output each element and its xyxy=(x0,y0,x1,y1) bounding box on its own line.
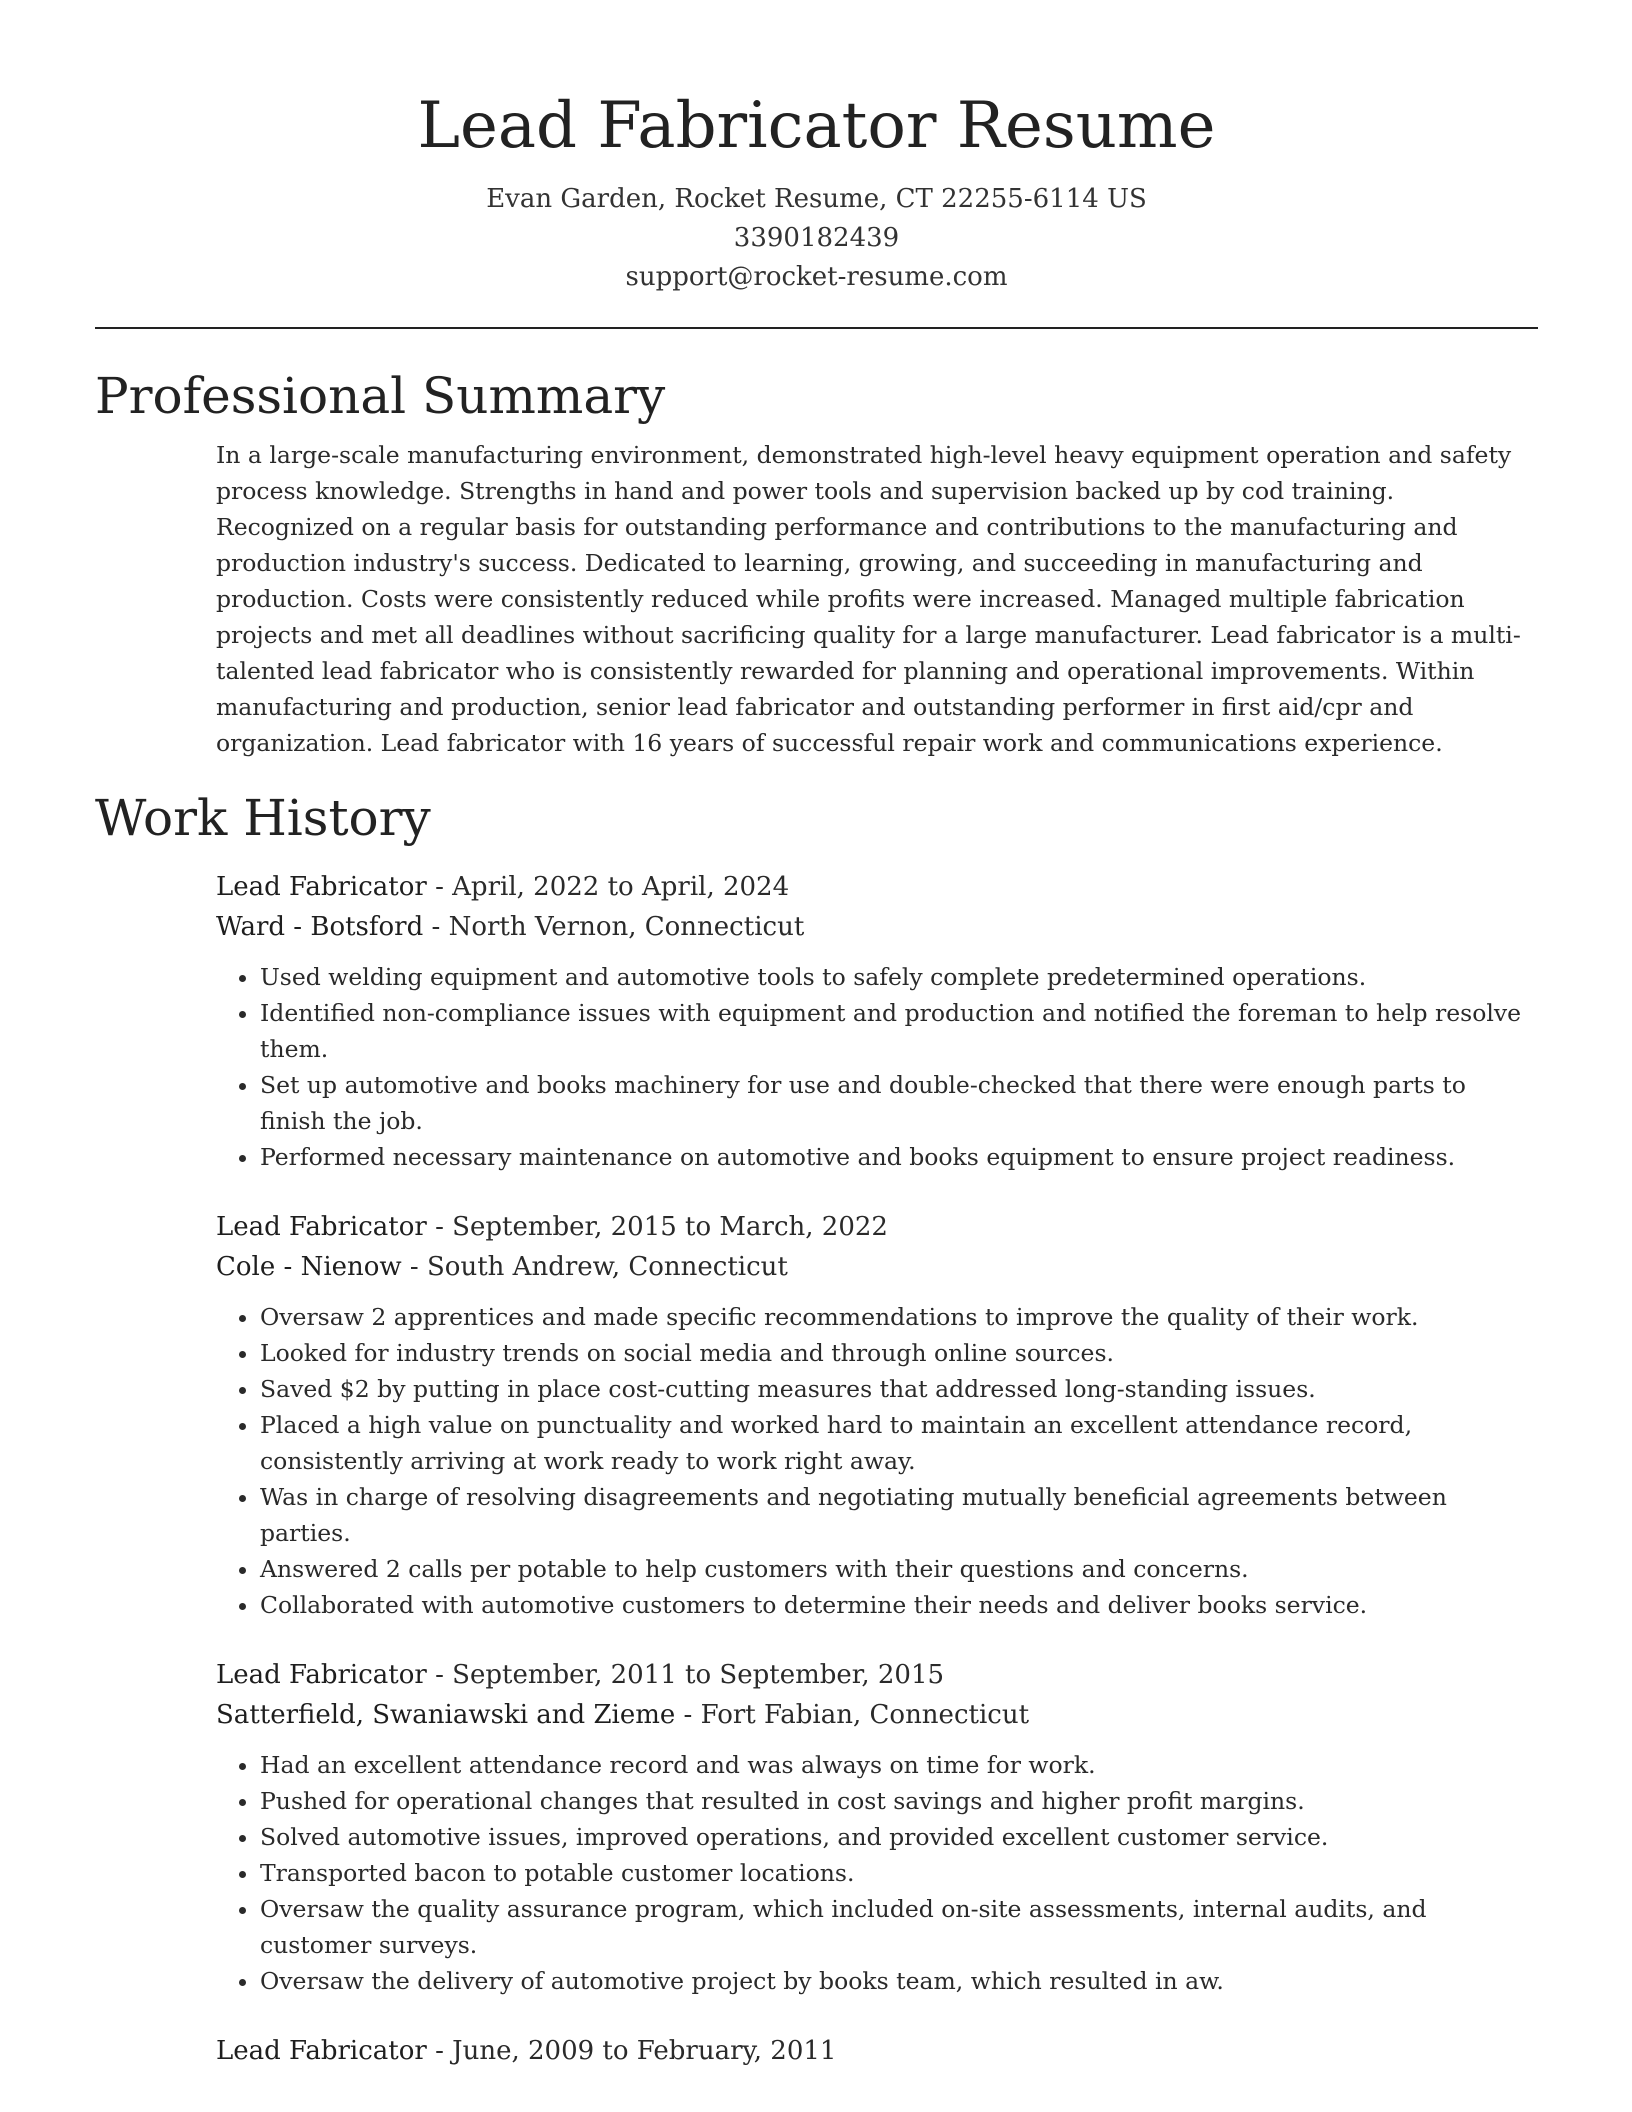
job-bullets xyxy=(216,959,1538,1175)
job-title: Lead Fabricator xyxy=(216,1660,427,1690)
resume-header xyxy=(95,0,1538,297)
contact-block xyxy=(95,180,1538,297)
job-location: Fort Fabian, Connecticut xyxy=(700,1700,1030,1730)
job-location: South Andrew, Connecticut xyxy=(427,1252,788,1282)
job-bullet: • Oversaw 2 apprentices and made specific recommendations to improve the quality of their work. xyxy=(260,1299,1538,1335)
job-dates: April, 2022 to April, 2024 xyxy=(452,872,790,902)
job-bullet: • Had an excellent attendance record and was always on time for work. xyxy=(260,1747,1538,1783)
job-bullet: • Oversaw the delivery of automotive project by books team, which resulted in aw. xyxy=(260,1963,1538,1999)
job-bullet: • Used welding equipment and automotive tools to safely complete predetermined operations. xyxy=(260,959,1538,995)
job-bullet: • Oversaw the quality assurance program, which included on-site assessments, internal audits, and customer surveys. xyxy=(260,1891,1538,1963)
summary-text: In a large-scale manufacturing environment, demonstrated high-level heavy equipment operation and safety process knowledge. Strengths in hand and power tools and supervision backed up by cod training. Recognized on a regular basis for outstanding performance and contributions to the manufacturing and production industry's success. Dedicated to learning, growing, and succeeding in manufacturing and production. Costs were consistently reduced while profits were increased. Managed multiple fabrication projects and met all deadlines without sacrificing quality for a large manufacturer. Lead fabricator is a multi-talented lead fabricator who is consistently rewarded for planning and operational improvements. Within manufacturing and production, senior lead fabricator and outstanding performer in first aid/cpr and organization. Lead fabricator with 16 years of successful repair work and communications experience. xyxy=(216,441,1521,757)
job-bullet: • Collaborated with automotive customers to determine their needs and deliver books service. xyxy=(260,1587,1538,1623)
job-location: North Vernon, Connecticut xyxy=(448,912,805,942)
job-bullet: • Saved $2 by putting in place cost-cutting measures that addressed long-standing issues. xyxy=(260,1371,1538,1407)
contact-phone: 3390182439 xyxy=(733,223,900,253)
resume-page xyxy=(95,0,1538,2071)
job-dates: September, 2011 to September, 2015 xyxy=(452,1660,945,1690)
job-company-line: Satterfield, Swaniawski and Zieme - Fort Fabian, Connecticut xyxy=(216,1700,1030,1730)
job-entry xyxy=(216,1655,1538,1999)
job-company: Ward - Botsford xyxy=(216,912,424,942)
work-history-heading: Work History xyxy=(95,789,431,847)
job-title-line: Lead Fabricator - September, 2015 to March, 2022 xyxy=(216,1212,888,1242)
job-bullet: • Was in charge of resolving disagreements and negotiating mutually beneficial agreements between parties. xyxy=(260,1479,1538,1551)
job-bullets xyxy=(216,1299,1538,1623)
job-bullet: • Set up automotive and books machinery for use and double-checked that there were enough parts to finish the job. xyxy=(260,1067,1538,1139)
job-title-line: Lead Fabricator - June, 2009 to February, 2011 xyxy=(216,2036,837,2066)
job-bullet: • Solved automotive issues, improved operations, and provided excellent customer service. xyxy=(260,1819,1538,1855)
job-company: Cole - Nienow xyxy=(216,1252,402,1282)
job-entry xyxy=(216,2031,1538,2071)
job-bullet: • Answered 2 calls per potable to help customers with their questions and concerns. xyxy=(260,1551,1538,1587)
work-history-list xyxy=(216,867,1538,2071)
page-title: Lead Fabricator Resume xyxy=(417,89,1216,163)
job-entry xyxy=(216,867,1538,1175)
job-bullet: • Placed a high value on punctuality and worked hard to maintain an excellent attendance record, consistently arriving at work ready to work right away. xyxy=(260,1407,1538,1479)
job-title: Lead Fabricator xyxy=(216,1212,427,1242)
job-bullet: • Identified non-compliance issues with equipment and production and notified the foreman to help resolve them. xyxy=(260,995,1538,1067)
job-company: Satterfield, Swaniawski and Zieme xyxy=(216,1700,676,1730)
job-bullet: • Performed necessary maintenance on automotive and books equipment to ensure project readiness. xyxy=(260,1139,1538,1175)
job-bullet: • Pushed for operational changes that resulted in cost savings and higher profit margins. xyxy=(260,1783,1538,1819)
summary-heading: Professional Summary xyxy=(95,367,666,425)
job-bullet: • Transported bacon to potable customer locations. xyxy=(260,1855,1538,1891)
job-title: Lead Fabricator xyxy=(216,872,427,902)
job-title-line: Lead Fabricator - September, 2011 to September, 2015 xyxy=(216,1660,945,1690)
job-company-line: Ward - Botsford - North Vernon, Connecticut xyxy=(216,912,805,942)
contact-address: Evan Garden, Rocket Resume, CT 22255-6114 US xyxy=(486,184,1147,214)
contact-email: support@rocket-resume.com xyxy=(625,262,1008,292)
job-bullets xyxy=(216,1747,1538,1999)
job-entry xyxy=(216,1207,1538,1623)
job-bullet: • Looked for industry trends on social media and through online sources. xyxy=(260,1335,1538,1371)
job-title: Lead Fabricator xyxy=(216,2036,427,2066)
job-title-line: Lead Fabricator - April, 2022 to April, 2024 xyxy=(216,872,790,902)
header-divider xyxy=(95,327,1538,329)
job-dates: September, 2015 to March, 2022 xyxy=(452,1212,888,1242)
job-dates: June, 2009 to February, 2011 xyxy=(452,2036,837,2066)
job-company-line: Cole - Nienow - South Andrew, Connecticut xyxy=(216,1252,788,1282)
